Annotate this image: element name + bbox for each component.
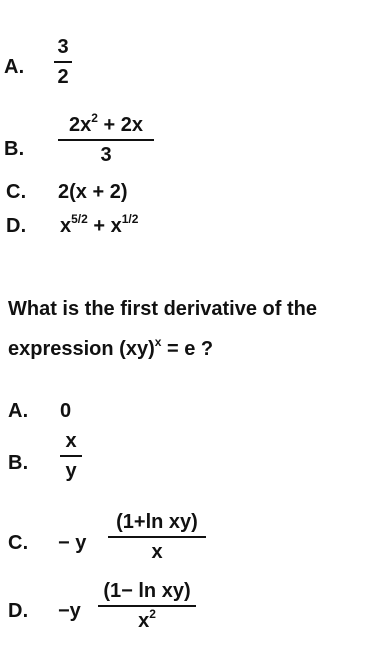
fraction-bar (58, 139, 154, 141)
choice-c-prefix: − y (58, 532, 87, 554)
term: + x (93, 215, 122, 237)
fraction-denominator: 3 (100, 144, 112, 166)
prev-choice-b-fraction (58, 111, 154, 166)
term: x (60, 215, 72, 237)
fraction-numerator (69, 111, 143, 136)
fraction-denominator (138, 607, 156, 632)
term: x (138, 610, 150, 632)
prev-choice-a-label: A. (4, 56, 25, 78)
fraction-denominator: x (151, 541, 163, 563)
term: 2x (69, 114, 92, 136)
exponent: 1/2 (121, 212, 139, 226)
choice-c-fraction (108, 511, 206, 563)
choice-c-label: C. (8, 532, 29, 554)
fraction-denominator: y (65, 460, 77, 482)
prev-choice-d-label: D. (6, 215, 27, 237)
exponent: 5/2 (71, 212, 88, 226)
question-line-2 (8, 333, 213, 365)
fraction-bar (98, 605, 196, 607)
choice-d-label: D. (8, 600, 29, 622)
prev-choice-c-expression: 2(x + 2) (58, 181, 128, 203)
exponent: 2 (91, 111, 98, 125)
choice-d-prefix: −y (58, 600, 81, 622)
fraction-bar (54, 61, 72, 63)
fraction-bar (60, 455, 82, 457)
choice-b-fraction (60, 430, 82, 482)
exponent: 2 (149, 607, 156, 621)
choice-a-label: A. (8, 400, 29, 422)
prev-choice-c-label: C. (6, 181, 27, 203)
fraction-denominator: 2 (57, 66, 69, 88)
fraction-numerator: (1+ln xy) (116, 511, 198, 533)
exponent: x (154, 335, 162, 349)
question-expression-rhs: = e ? (166, 338, 214, 360)
fraction-numerator: 3 (57, 36, 69, 58)
fraction-numerator: (1− ln xy) (103, 580, 191, 602)
choice-d-fraction (98, 580, 196, 632)
fraction-numerator: x (65, 430, 77, 452)
prev-choice-a-fraction (54, 36, 72, 88)
term: + 2x (103, 114, 143, 136)
prev-choice-b-label: B. (4, 138, 25, 160)
choice-b-label: B. (8, 452, 29, 474)
question-line-1: What is the first derivative of the (8, 298, 317, 320)
fraction-bar (108, 536, 206, 538)
prev-choice-d-expression (60, 212, 139, 238)
choice-a-value: 0 (60, 400, 72, 422)
question-expression: expression (xy) (8, 338, 155, 360)
